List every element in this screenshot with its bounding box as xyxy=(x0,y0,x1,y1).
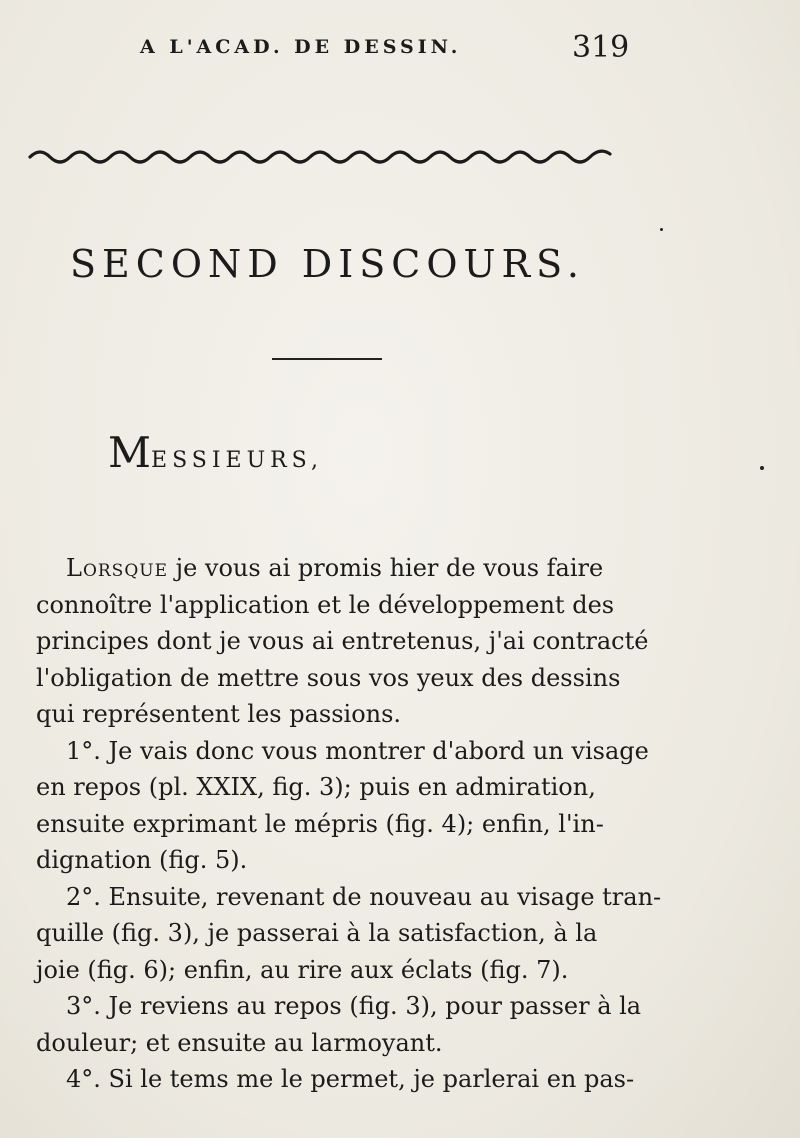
text-line: 4°. Si le tems me le permet, je parlerai en pas- xyxy=(66,1065,635,1093)
page-number: 319 xyxy=(572,30,630,65)
salutation xyxy=(108,428,323,477)
text-line: dignation (fig. 5). xyxy=(36,846,248,874)
text-line: qui représentent les passions. xyxy=(36,700,402,728)
text-line: connoître l'application et le développement des xyxy=(36,590,615,619)
text-line: 1°. Je vais donc vous montrer d'abord un visage xyxy=(66,736,649,765)
text-line: quille (fig. 3), je passerai à la satisfaction, à la xyxy=(36,919,598,947)
text-line: douleur; et ensuite au larmoyant. xyxy=(36,1028,443,1057)
chapter-title: SECOND DISCOURS. xyxy=(70,242,585,286)
page-header xyxy=(30,26,630,66)
lead-word: Lorsque xyxy=(66,554,168,582)
ink-speck xyxy=(760,466,764,470)
text-line: principes dont je vous ai entretenus, j'ai contracté xyxy=(36,627,649,655)
text-line: joie (fig. 6); enfin, au rire aux éclats (fig. 7). xyxy=(36,955,569,984)
ink-speck xyxy=(660,228,663,231)
text-line xyxy=(36,550,634,587)
title-rule xyxy=(272,358,382,360)
drop-initial: M xyxy=(108,428,152,477)
body-text xyxy=(36,550,662,1098)
text-line: 3°. Je reviens au repos (fig. 3), pour passer à la xyxy=(66,992,642,1020)
salutation-rest: ESSIEURS, xyxy=(151,448,323,473)
text-line: 2°. Ensuite, revenant de nouveau au visage tran- xyxy=(66,882,662,911)
wavy-ornament-divider xyxy=(28,142,618,168)
text-line: ensuite exprimant le mépris (fig. 4); enfin, l'in- xyxy=(36,809,604,838)
text-line: en repos (pl. XXIX, fig. 3); puis en admiration, xyxy=(36,773,596,801)
text-line: l'obligation de mettre sous vos yeux des dessins xyxy=(36,663,621,692)
text-fragment: je vous ai promis hier de vous faire xyxy=(168,554,604,582)
running-head: A L'ACAD. DE DESSIN. xyxy=(140,36,462,58)
